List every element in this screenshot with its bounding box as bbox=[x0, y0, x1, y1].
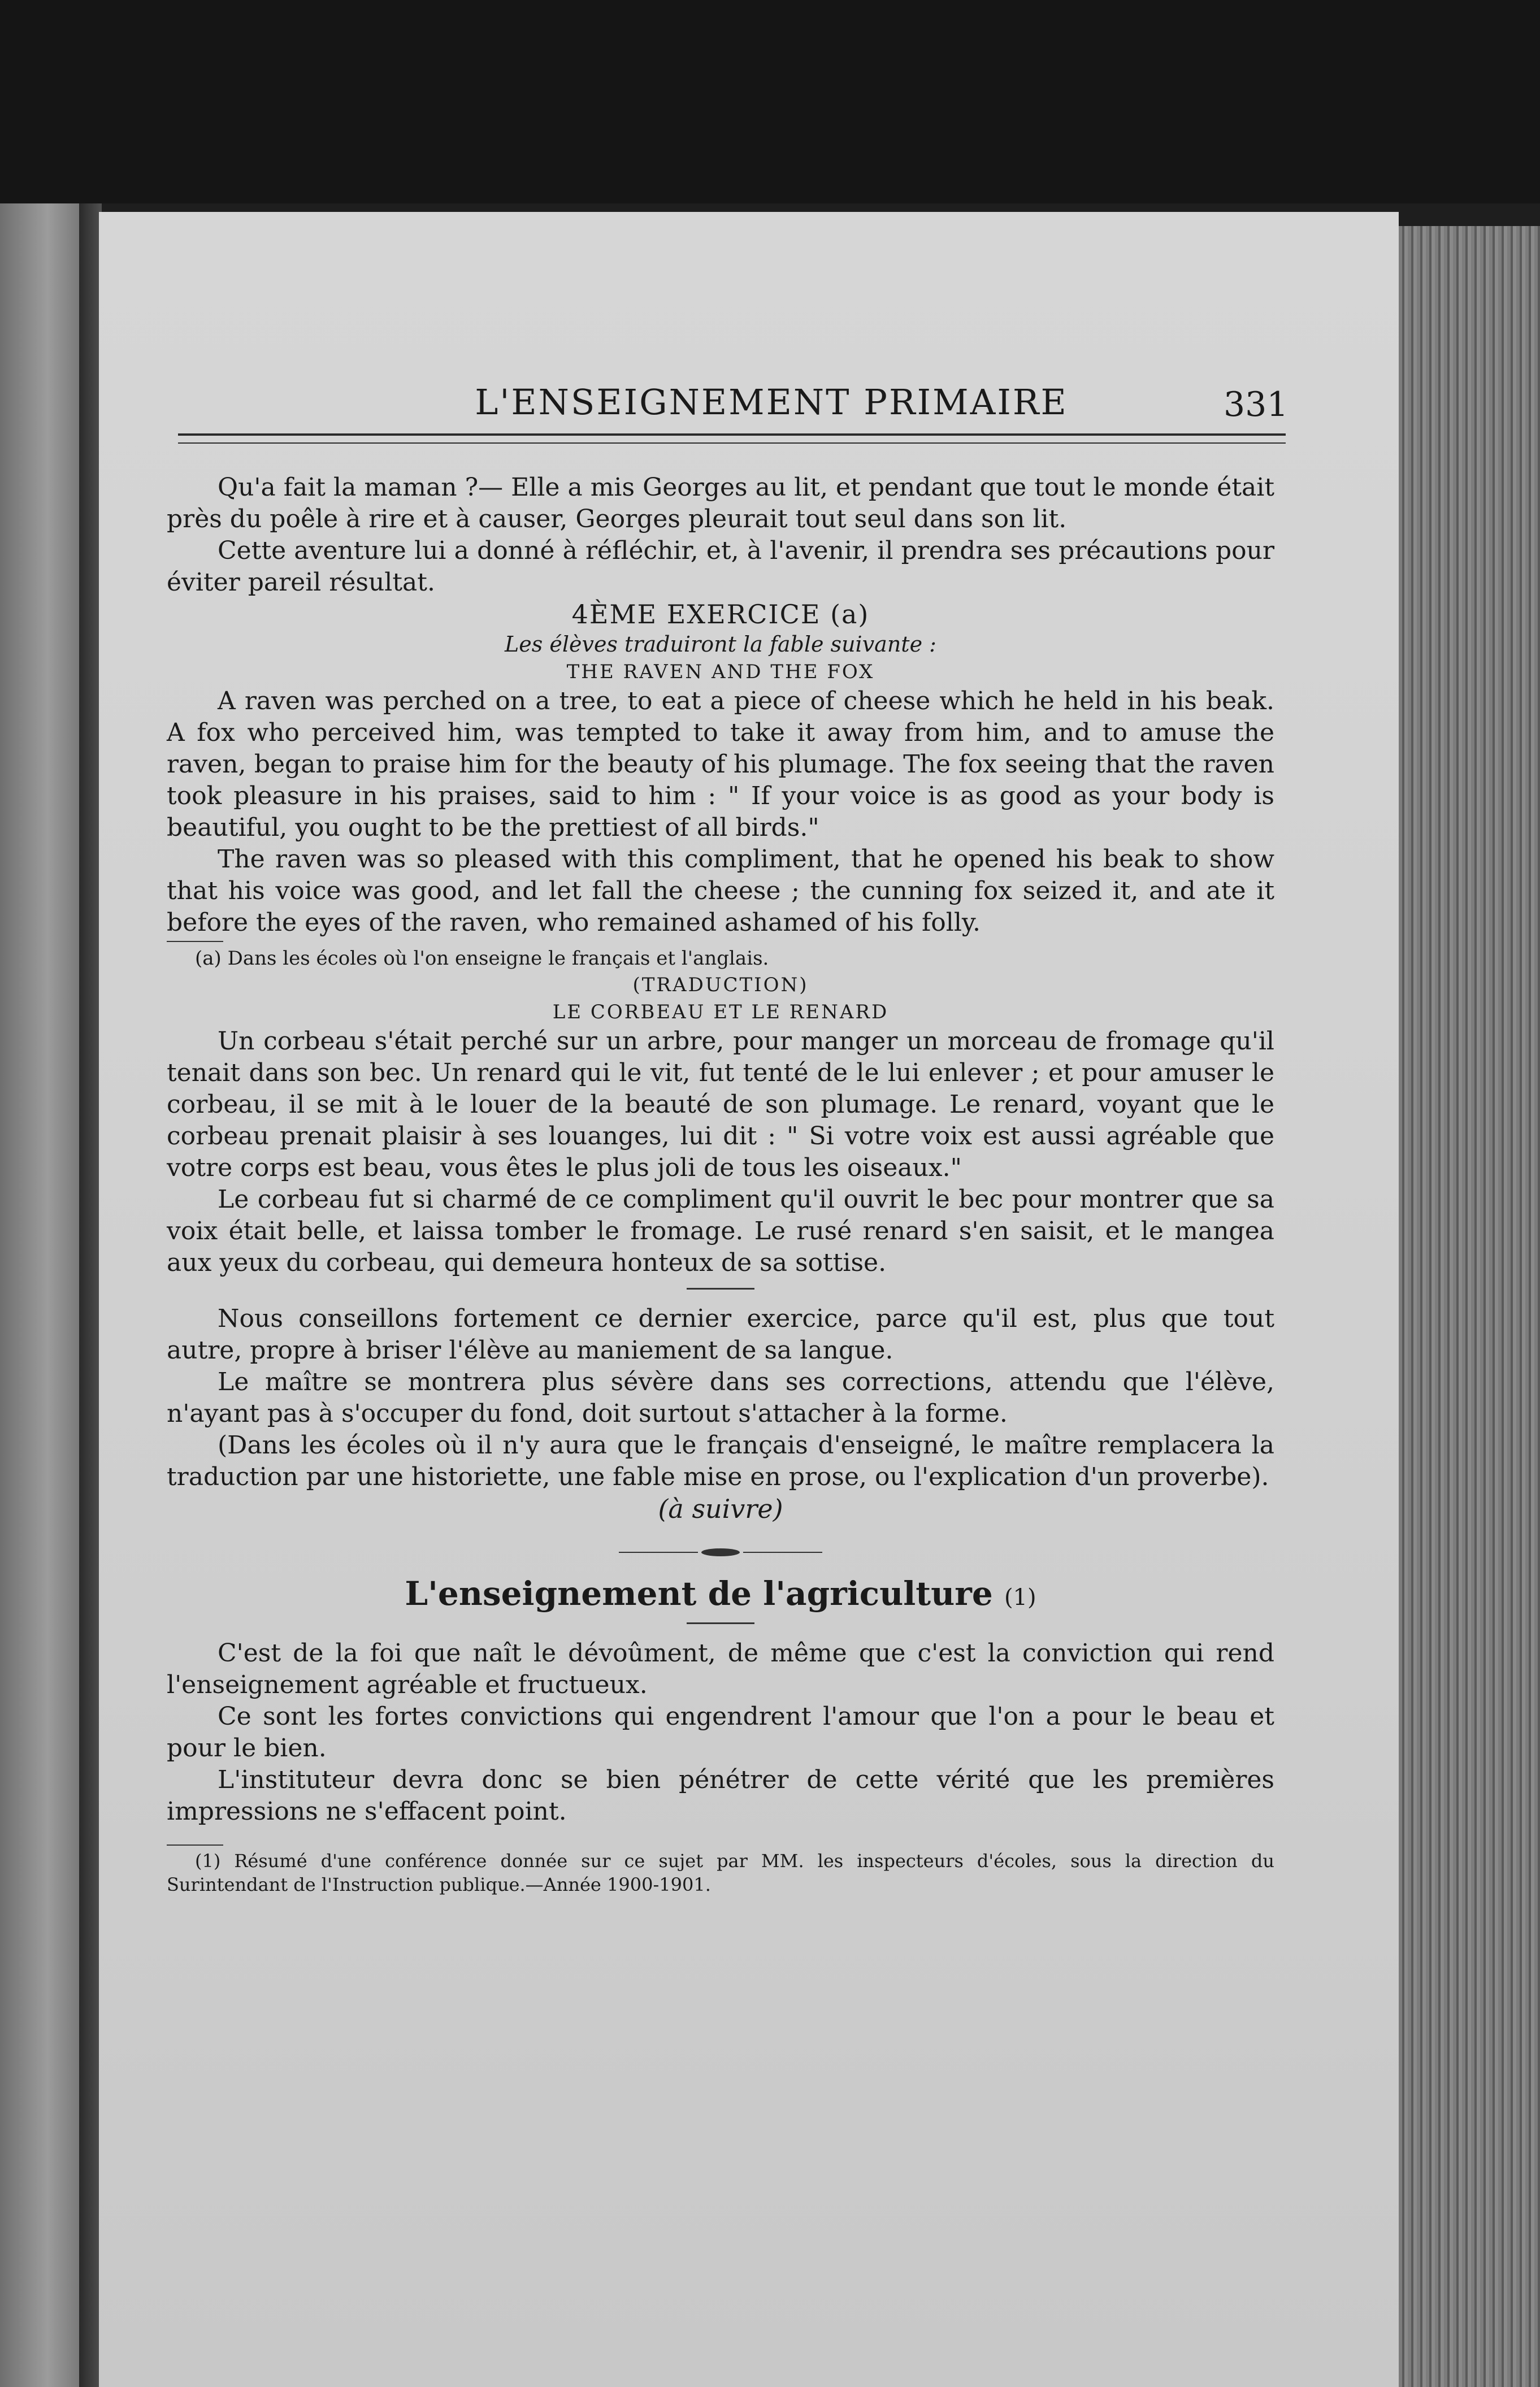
book-gutter bbox=[79, 203, 102, 2387]
paragraph: Qu'a fait la maman ?— Elle a mis Georges au lit, et pendant que tout le monde était près du poêle à rire et à causer, Georges pleurait tout seul dans son lit. bbox=[167, 473, 1274, 533]
exercise-title: 4ÈME EXERCICE (a) bbox=[571, 599, 870, 630]
page-number: 331 bbox=[1224, 385, 1289, 424]
exercise-note: (a) Dans les écoles où l'on enseigne le français et l'anglais. bbox=[195, 947, 769, 970]
exercise-instruction: Les élèves traduiront la fable suivante : bbox=[505, 632, 936, 657]
paragraph: L'instituteur devra donc se bien pénétrer de cette vérité que les premières impressions ne s'effacent point. bbox=[167, 1765, 1274, 1826]
fable-paragraph-english: The raven was so pleased with this compliment, that he opened his beak to show that his voice was good, and let fall the cheese ; the cunning fox seized it, and ate it before the eyes of the raven, who remained ashamed of his folly. bbox=[167, 845, 1274, 937]
paragraph: C'est de la foi que naît le dévoûment, de même que c'est la conviction qui rend l'enseignement agréable et fructueux. bbox=[167, 1639, 1274, 1699]
section-separator bbox=[687, 1288, 754, 1290]
book-page bbox=[99, 212, 1399, 2387]
paragraph: (Dans les écoles où il n'y aura que le français d'enseigné, le maître remplacera la traduction par une historiette, une fable mise en prose, ou l'explication d'un proverbe). bbox=[167, 1431, 1274, 1491]
fable-title-english: THE RAVEN AND THE FOX bbox=[566, 661, 875, 683]
footnote-separator bbox=[167, 1844, 223, 1846]
ornament-divider bbox=[619, 1544, 822, 1561]
running-title: L'ENSEIGNEMENT PRIMAIRE bbox=[475, 381, 1068, 423]
note-separator bbox=[167, 941, 223, 942]
page-body bbox=[167, 472, 1274, 1896]
fable-paragraph-english: A raven was perched on a tree, to eat a piece of cheese which he held in his beak. A fox who perceived him, was tempted to take it away from him, and to amuse the raven, began to praise him for the beauty of his plumage. The fox seeing that the raven took pleasure in his praises, said to him : " If your voice is as good as your body is beautiful, you ought to be the prettiest of all birds." bbox=[167, 687, 1274, 842]
fable-paragraph-french: Un corbeau s'était perché sur un arbre, pour manger un morceau de fromage qu'il tenait dans son bec. Un renard qui le vit, fut tenté de le lui enlever ; et pour amuser le corbeau, il se mit à le louer de la beauté de son plumage. Le renard, voyant que le corbeau prenait plaisir à ses louanges, lui dit : " Si votre voix est aussi agréable que votre corps est beau, vous êtes le plus joli de tous les oiseaux." bbox=[167, 1027, 1274, 1182]
footnote-reference: (1) bbox=[1004, 1585, 1036, 1611]
paragraph: Le maître se montrera plus sévère dans ses corrections, attendu que l'élève, n'ayant pas à s'occuper du fond, doit surtout s'attacher à la forme. bbox=[167, 1368, 1274, 1428]
traduction-label: (TRADUCTION) bbox=[632, 974, 809, 996]
paragraph: Cette aventure lui a donné à réfléchir, et, à l'avenir, il prendra ses précautions pour éviter pareil résultat. bbox=[167, 536, 1274, 597]
title-underline bbox=[687, 1622, 754, 1624]
paragraph: Nous conseillons fortement ce dernier exercice, parce qu'il est, plus que tout autre, propre à briser l'élève au maniement de sa langue. bbox=[167, 1304, 1274, 1365]
to-be-continued: (à suivre) bbox=[658, 1494, 783, 1524]
fable-paragraph-french: Le corbeau fut si charmé de ce compliment qu'il ouvrit le bec pour montrer que sa voix était belle, et laissa tomber le fromage. Le rusé renard s'en saisit, et le mangea aux yeux du corbeau, qui demeura honteux de sa sottise. bbox=[167, 1185, 1274, 1277]
header-rule-thick bbox=[178, 433, 1286, 436]
section-title-text: L'enseignement de l'agriculture bbox=[405, 1574, 993, 1613]
footnote: (1) Résumé d'une conférence donnée sur ce sujet par MM. les inspecteurs d'écoles, sous la direction du Surintendant de l'Instruction publique.—Année 1900-1901. bbox=[167, 1850, 1274, 1895]
facing-page-edge bbox=[0, 203, 79, 2387]
section-title bbox=[167, 1574, 1274, 1613]
header-rule-thin bbox=[178, 442, 1286, 444]
page-stack-edges bbox=[1399, 226, 1540, 2387]
fable-title-french: LE CORBEAU ET LE RENARD bbox=[552, 1001, 889, 1023]
photo-background-top bbox=[0, 0, 1540, 203]
paragraph: Ce sont les fortes convictions qui engendrent l'amour que l'on a pour le beau et pour le bien. bbox=[167, 1702, 1274, 1763]
